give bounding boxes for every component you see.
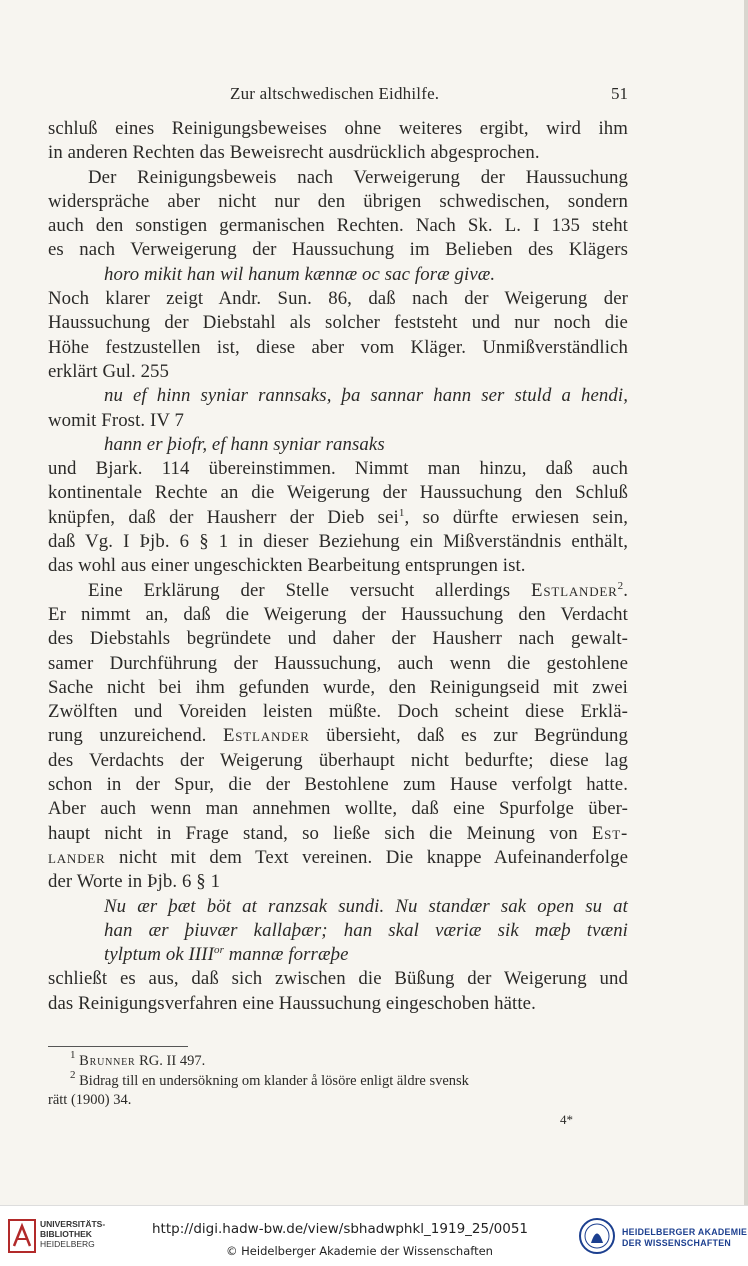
running-title: Zur altschwedischen Eidhilfe. bbox=[230, 84, 440, 103]
text-line: widerspräche aber nicht nur den übrigen schwedischen, sondern bbox=[48, 190, 628, 212]
library-name-line: UNIVERSITÄTS- bbox=[40, 1219, 106, 1229]
footnote-ref: 1 bbox=[398, 506, 405, 519]
library-name-line: HEIDELBERG bbox=[40, 1239, 95, 1249]
text-segment: übersieht, daß es zur Begründung bbox=[326, 725, 629, 747]
text-line: womit Frost. IV 7 bbox=[48, 409, 184, 431]
quote-line: nu ef hinn syniar rannsaks, þa sannar hann ser stuld a hendi, bbox=[104, 385, 628, 407]
text-line: Haussuchung der Diebstahl als solcher feststeht und nur noch die bbox=[48, 312, 628, 334]
text-line: Zwölften und Voreiden leisten müßte. Doch scheint diese Erklä- bbox=[48, 701, 628, 723]
text-line: in anderen Rechten das Beweisrecht ausdrücklich abgesprochen. bbox=[48, 142, 540, 164]
author-name: Est- bbox=[591, 822, 629, 844]
text-line: Der Reinigungsbeweis nach Verweigerung der Haussuchung bbox=[88, 166, 628, 188]
text-segment: knüpfen, daß der Hausherr der Dieb sei bbox=[48, 506, 399, 528]
text-segment: Eine Erklärung der Stelle versucht allerdings bbox=[88, 579, 511, 601]
academy-name bbox=[622, 1227, 747, 1249]
page-number: 51 bbox=[611, 84, 628, 103]
text-line bbox=[48, 579, 628, 603]
text-segment: , so dürfte erwiesen sein, bbox=[404, 506, 628, 528]
permalink-url[interactable]: http://digi.hadw-bw.de/view/sbhadwphkl_1919_25/0051 bbox=[152, 1221, 528, 1237]
text-line: Er nimmt an, daß die Weigerung der Haussuchung den Verdacht bbox=[48, 603, 628, 625]
academy-seal-icon bbox=[578, 1216, 616, 1256]
footnote-text: RG. II 497. bbox=[139, 1053, 206, 1069]
text-line: es nach Verweigerung der Haussuchung im Belieben des Klägers bbox=[48, 239, 628, 261]
text-line: des Verdachts der Weigerung überhaupt nicht bedurfte; diese lag bbox=[48, 749, 628, 771]
author-name: Estlander bbox=[531, 579, 618, 601]
academy-name-line: DER WISSENSCHAFTEN bbox=[622, 1238, 732, 1248]
footnote-mark: 1 bbox=[70, 1049, 76, 1061]
text-line: das wohl aus einer ungeschickten Bearbeitung entsprungen ist. bbox=[48, 555, 526, 577]
text-line: schon in der Spur, die der Bestohlene zum Hause verfolgt hatte. bbox=[48, 774, 628, 796]
footnotes bbox=[48, 1049, 628, 1111]
text-line: daß Vg. I Þjb. 6 § 1 in dieser Beziehung ein Mißverständnis enthält, bbox=[48, 531, 628, 553]
running-header bbox=[48, 84, 628, 108]
text-line: schluß eines Reinigungsbeweises ohne weiteres ergibt, wird ihm bbox=[48, 118, 628, 139]
footnote bbox=[48, 1049, 628, 1072]
body-text bbox=[48, 117, 628, 1016]
signature-mark: 4* bbox=[560, 1112, 573, 1127]
viewer-footer bbox=[0, 1205, 748, 1266]
footnote-rule bbox=[48, 1046, 188, 1047]
text-segment: nicht mit dem Text vereinen. Die knappe Aufeinanderfolge bbox=[119, 846, 629, 868]
author-name: Estlander bbox=[223, 725, 310, 747]
quote-line bbox=[48, 943, 628, 967]
library-name-line: BIBLIOTHEK bbox=[40, 1229, 92, 1239]
text-line: Aber auch wenn man annehmen wollte, daß eine Spurfolge über- bbox=[48, 798, 628, 820]
text-line: das Reinigungsverfahren eine Haussuchung eingeschoben hätte. bbox=[48, 992, 536, 1014]
quote-line: han ær þiuvær kallaþær; han skal væriæ sik mæþ tvæni bbox=[104, 919, 628, 941]
superscript: or bbox=[213, 944, 224, 957]
quote-line: hann er þiofr, ef hann syniar ransaks bbox=[104, 433, 385, 455]
text-line: und Bjark. 114 übereinstimmen. Nimmt man hinzu, daß auch bbox=[48, 458, 628, 480]
author-name: Brunner bbox=[79, 1053, 136, 1069]
text-segment: haupt nicht in Frage stand, so ließe sich die Meinung von bbox=[48, 822, 578, 844]
quote-line: horo mikit han wil hanum kænnæ oc sac foræ givæ. bbox=[104, 263, 496, 285]
text-segment: rung unzureichend. bbox=[48, 725, 207, 747]
text-segment: mannæ forræþe bbox=[223, 944, 349, 966]
academy-name-line: HEIDELBERGER AKADEMIE bbox=[622, 1227, 748, 1237]
footnote-continuation: rätt (1900) 34. bbox=[48, 1092, 132, 1108]
university-library-logo-icon bbox=[8, 1218, 36, 1254]
text-line: Noch klarer zeigt Andr. Sun. 86, daß nach der Weigerung der bbox=[48, 288, 628, 310]
footnote-ref: 2 bbox=[617, 579, 624, 592]
quote-line: Nu ær þæt böt at ranzsak sundi. Nu standær sak open su at bbox=[104, 895, 628, 917]
footnote-text: Bidrag till en undersökning om klander å lösöre enligt äldre svensk bbox=[79, 1072, 469, 1089]
text-line: auch den sonstigen germanischen Rechten. Nach Sk. L. I 135 steht bbox=[48, 215, 628, 237]
text-segment: . bbox=[623, 579, 629, 601]
text-line: Sache nicht bei ihm gefunden wurde, den Reinigungseid mit zwei bbox=[48, 676, 628, 698]
text-segment: tylptum ok IIII bbox=[104, 944, 214, 966]
author-name: lander bbox=[48, 846, 106, 868]
footnote-mark: 2 bbox=[70, 1068, 76, 1081]
text-line: erklärt Gul. 255 bbox=[48, 360, 170, 382]
text-line bbox=[48, 724, 628, 748]
footnote bbox=[48, 1068, 628, 1092]
text-line: der Worte in Þjb. 6 § 1 bbox=[48, 871, 221, 893]
text-line: des Diebstahls begründete und daher der Hausherr nach gewalt- bbox=[48, 628, 628, 650]
text-line: samer Durchführung der Haussuchung, auch wenn die gestohlene bbox=[48, 652, 628, 674]
page-edge bbox=[744, 0, 748, 1205]
copyright-notice: © Heidelberger Akademie der Wissenschaften bbox=[226, 1244, 493, 1258]
text-line: kontinentale Rechte an die Weigerung der Haussuchung den Schluß bbox=[48, 482, 628, 504]
text-line bbox=[48, 846, 628, 870]
text-line bbox=[48, 822, 628, 846]
text-line: Höhe festzustellen ist, diese aber vom Kläger. Unmißverständlich bbox=[48, 336, 628, 358]
university-library-name bbox=[40, 1219, 105, 1249]
text-line: schließt es aus, daß sich zwischen die Büßung der Weigerung und bbox=[48, 968, 628, 990]
text-line bbox=[48, 506, 628, 530]
